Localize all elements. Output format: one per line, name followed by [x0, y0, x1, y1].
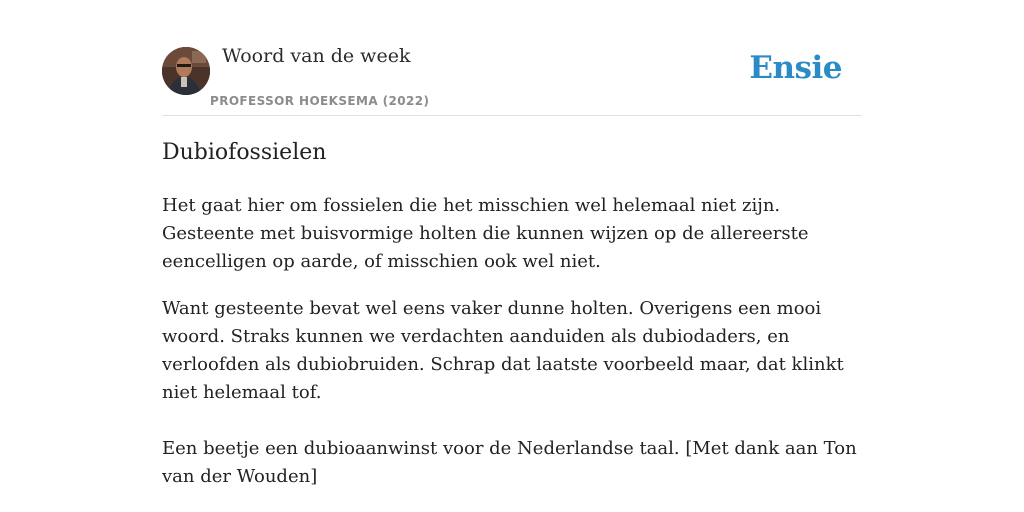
body-paragraph: Een beetje een dubioaanwinst voor de Nederlandse taal. [Met dank aan Ton van der Wouden]: [162, 438, 857, 487]
article-title: Dubiofossielen: [162, 140, 327, 165]
author-avatar[interactable]: [162, 47, 210, 95]
author-name[interactable]: PROFESSOR HOEKSEMA (2022): [210, 94, 430, 108]
site-logo[interactable]: Ensie: [749, 50, 842, 86]
body-paragraph: Het gaat hier om fossielen die het misschien wel helemaal niet zijn. Gesteente met buisvormige holten die kunnen wijzen op de allereerste eencelligen op aarde, of misschien ook wel niet.: [162, 195, 809, 272]
article-card: [162, 0, 862, 512]
body-paragraph: Want gesteente bevat wel eens vaker dunne holten. Overigens een mooi woord. Straks kunnen we verdachten aanduiden als dubiodaders, en verloofden als dubiobruiden. Schrap dat laatste voorbeeld maar, dat klinkt niet helemaal tof.: [162, 298, 844, 403]
article-header: [162, 0, 862, 116]
category-link[interactable]: Woord van de week: [222, 45, 411, 67]
person-photo-icon: [162, 47, 210, 95]
article-body: [162, 192, 864, 491]
